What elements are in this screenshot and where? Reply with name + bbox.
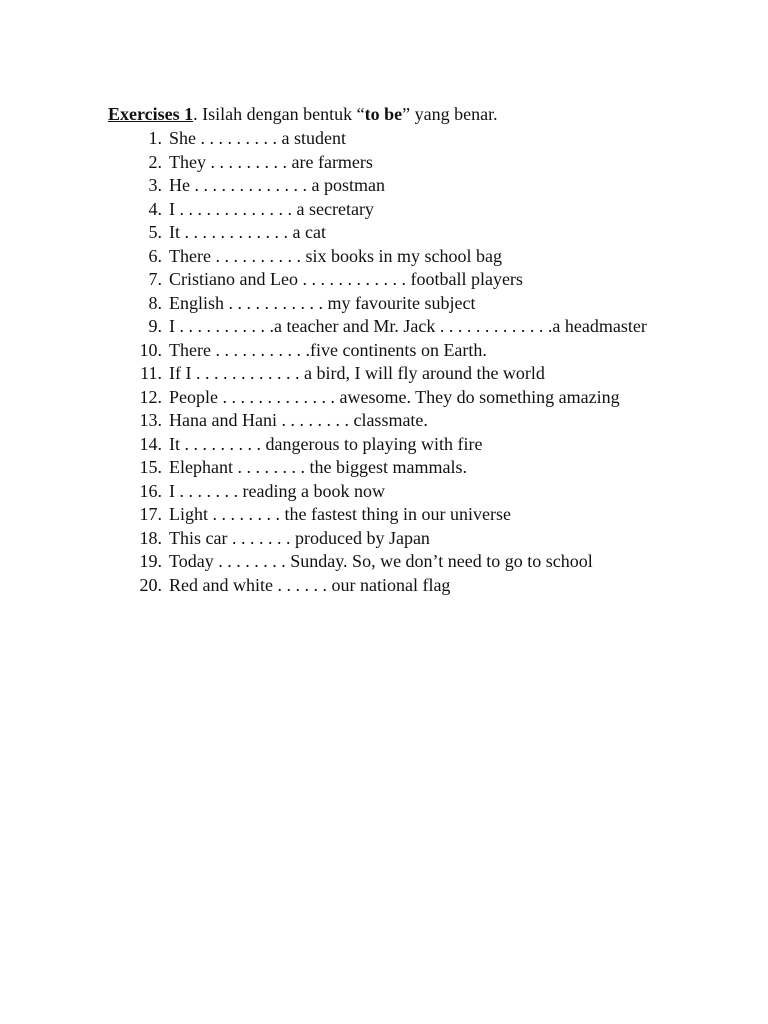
exercise-sentence: There . . . . . . . . . . six books in my school bag [169,245,502,266]
exercise-sentence: He . . . . . . . . . . . . . a postman [169,175,385,195]
exercise-number: 1. [148,128,162,148]
exercise-number: 2. [148,151,162,172]
exercise-sentence: People . . . . . . . . . . . . . awesome. They do something amazing [169,386,620,407]
exercise-number: 16. [139,480,162,501]
exercise-label: Exercises 1 [108,104,194,124]
exercise-number: 14. [139,433,162,454]
exercise-sentence: Light . . . . . . . . the fastest thing in our universe [169,504,511,524]
exercise-number: 9. [148,316,162,336]
exercise-sentence: It . . . . . . . . . . . . a cat [169,222,326,242]
exercise-number: 5. [148,222,162,242]
exercise-sentence: I . . . . . . . reading a book now [169,480,385,501]
exercise-sentence: I . . . . . . . . . . . . . a secretary [169,198,374,219]
exercise-sentence: If I . . . . . . . . . . . . a bird, I will fly around the world [169,363,545,383]
exercise-number: 19. [139,551,162,571]
exercise-number: 4. [148,198,162,219]
exercise-number: 3. [148,175,162,195]
exercise-number: 18. [139,527,162,548]
exercise-sentence: English . . . . . . . . . . . my favourite subject [169,292,476,313]
exercise-number: 7. [148,269,162,289]
exercise-sentence: She . . . . . . . . . a student [169,128,346,148]
to-be-term: to be [364,104,403,124]
exercise-sentence: Red and white . . . . . . our national flag [169,574,451,595]
instruction-text-end: ” yang benar. [402,104,498,124]
exercise-number: 10. [139,339,162,360]
exercise-number: 15. [139,457,162,477]
exercise-sentence: Cristiano and Leo . . . . . . . . . . . . football players [169,269,523,289]
exercise-heading [108,103,498,126]
exercise-number: 13. [139,410,162,430]
exercise-number: 12. [139,386,162,407]
exercise-number: 6. [148,245,162,266]
exercise-sentence: There . . . . . . . . . . .five continents on Earth. [169,339,487,360]
exercise-number: 17. [139,504,162,524]
exercise-sentence: Hana and Hani . . . . . . . . classmate. [169,410,428,430]
exercise-sentence: This car . . . . . . . produced by Japan [169,527,430,548]
exercise-number: 8. [148,292,162,313]
exercise-sentence: I . . . . . . . . . . .a teacher and Mr. Jack . . . . . . . . . . . . .a headmaster [169,316,647,336]
exercise-sentence: They . . . . . . . . . are farmers [169,151,373,172]
exercise-sentence: It . . . . . . . . . dangerous to playing with fire [169,433,483,454]
exercise-number: 20. [139,574,162,595]
instruction-text-start: . Isilah dengan bentuk “ [193,104,365,124]
exercise-sentence: Today . . . . . . . . Sunday. So, we don’t need to go to school [169,551,593,571]
exercise-sentence: Elephant . . . . . . . . the biggest mammals. [169,457,467,477]
exercise-number: 11. [140,363,162,383]
